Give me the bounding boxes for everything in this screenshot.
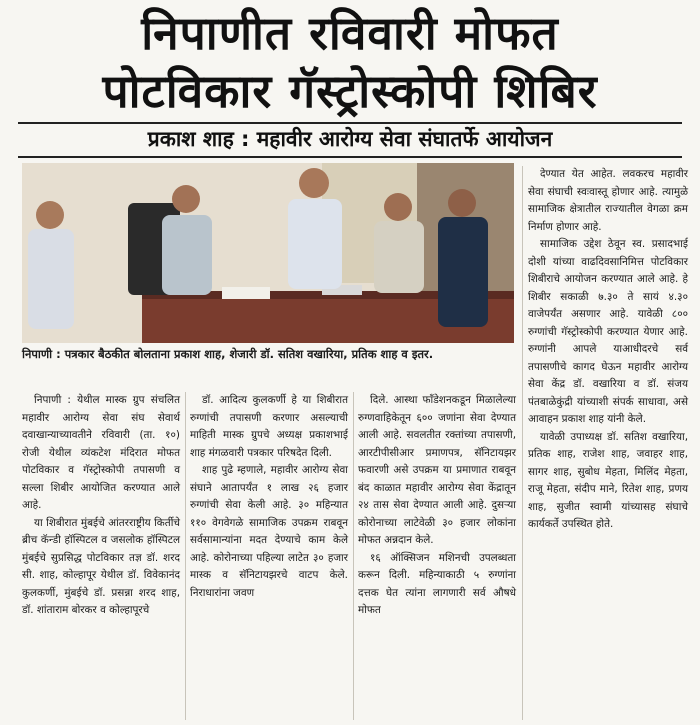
- press-conference-photo: [22, 163, 514, 343]
- article-paragraph: सामाजिक उद्देश ठेवून स्व. प्रसादभाई दोशी यांच्या वाढदिवसानिमित्त पोटविकार शिबीराचे आयोजन करण्यात आले आहे. हे शिबीर सकाळी ७.३० ते सायं ४.३० वाजेपर्यंत असणार आहे. यावेळी ८०० रुग्णांची गॅस्ट्रोस्कोपी करण्यात येणार आहे. रुग्णांनी आपले याआधीदरचे सर्व तपासणीचे कागद घेऊन महावीर आरोग्य सेवा केंद्र डॉ. वखारिया व डॉ. संजय पंतबाळेकुंद्री यांच्याशी संपर्क साधावा, असे आवाहन प्रकाश शाह यांनी केले.: [528, 238, 688, 425]
- press-conference-illustration: [22, 163, 514, 343]
- article-paragraph: दिले. आस्था फॉंडेशनकडून मिळालेल्या रुग्णवाहिकेतून ६०० जणांना सेवा देण्यात आली आहे. सवलतीत रक्तांच्या तपासणी, आरटीपीसीआर प्रमाणपत्र, सॅनिटायझर फवारणी असे उपक्रम या प्रमाणात राबवून बंद काळात महावीर आरोग्य सेवा केंद्रातून २४ तास सेवा देण्यात आली आहे. दुसऱ्या कोरोनाच्या लाटेवेळी ३० हजार लोकांना मोफत अन्नदान केले.: [358, 394, 516, 546]
- article-paragraph: यावेळी उपाध्यक्ष डॉ. सतिश वखारिया, प्रतिक शाह, राजेश शाह, जवाहर शाह, सागर शाह, सुबोध मेहता, मिलिंद मेहता, राजू मेहता, संदीप माने, रितेश शाह, प्रणय शाह, सुजीत स्वामी यांच्यासह संघाचे कार्यकर्ते उपस्थित होते.: [528, 430, 688, 530]
- article-paragraph: देण्यात येत आहेत. लवकरच महावीर सेवा संघाची स्वःवास्तू होणार आहे. त्यामुळे सामाजिक क्षेत्रातील राज्यातील वेगळा क्रम निर्माण होणार आहे.: [528, 168, 688, 233]
- article-column-4: [528, 166, 688, 534]
- article-column-2: [190, 392, 348, 602]
- article-paragraph: निपाणी : येथील मास्क ग्रुप संचलित महावीर आरोग्य सेवा संघ सेवार्थ दवाखान्याच्यावतीने रविवारी (ता. १०) रोजी येथील व्यंकटेश मंदिरात मोफत पोटविकार व गॅस्ट्रोस्कोपी तपासणी व सल्ला शिबीर आयोजित करण्यात आले आहे.: [22, 394, 180, 511]
- column-divider: [185, 392, 186, 720]
- column-divider: [353, 392, 354, 720]
- article-paragraph: या शिबीरात मुंबईचे आंतरराष्ट्रीय किर्तीचे ब्रीच कॅन्डी हॉस्पिटल व जसलोक हॉस्पिटल मुंबईचे सुप्रसिद्ध पोटविकार तज्ञ डॉ. शरद सी. शाह, कोल्हापूर येथील डॉ. विवेकानंद कुलकर्णी, मुंबईचे डॉ. प्रसन्ना शरद शाह, डॉ. शांताराम बोरकर व कोल्हापूरचे: [22, 516, 180, 616]
- article-paragraph: १६ ऑक्सिजन मशिनची उपलब्धता करून दिली. महिन्याकाठी ५ रुग्णांना दत्तक घेत त्यांना लागणारी सर्व औषधे मोफत: [358, 551, 516, 616]
- column-divider: [522, 166, 523, 720]
- divider-bottom: [18, 156, 682, 158]
- article-column-3: [358, 392, 516, 620]
- article-paragraph: डॉ. आदित्य कुलकर्णी हे या शिबीरात रुग्णांची तपासणी करणार असल्याची माहिती मास्क ग्रुपचे अध्यक्ष प्रकाशभाई शाह मंगळवारी पत्रकार परिषदेत दिली.: [190, 394, 348, 459]
- headline-line-2: पोटविकार गॅस्ट्रोस्कोपी शिबिर: [102, 64, 598, 118]
- article-column-1: [22, 392, 180, 620]
- photo-caption: निपाणी : पत्रकार बैठकीत बोलताना प्रकाश शाह, शेजारी डॉ. सतिश वखारिया, प्रतिक शाह व इतर.: [22, 347, 434, 361]
- headline-line-1: निपाणीत रविवारी मोफत: [141, 6, 559, 60]
- subheadline: प्रकाश शाह : महावीर आरोग्य सेवा संघातर्फे आयोजन: [147, 127, 553, 151]
- article-paragraph: शाह पुढे म्हणाले, महावीर आरोग्य सेवा संघाने आतापर्यंत १ लाख २६ हजार रुग्णांची सेवा केली आहे. ३० महिन्यात ११० वेगवेगळे सामाजिक उपक्रम राबवून सर्वसामान्यांना मदत देण्याचे काम केले आहे. कोरोनाच्या पहिल्या लाटेत ३० हजार मास्क व सॅनिटायझरचे वाटप केले. निराधारांना जवण: [190, 464, 348, 599]
